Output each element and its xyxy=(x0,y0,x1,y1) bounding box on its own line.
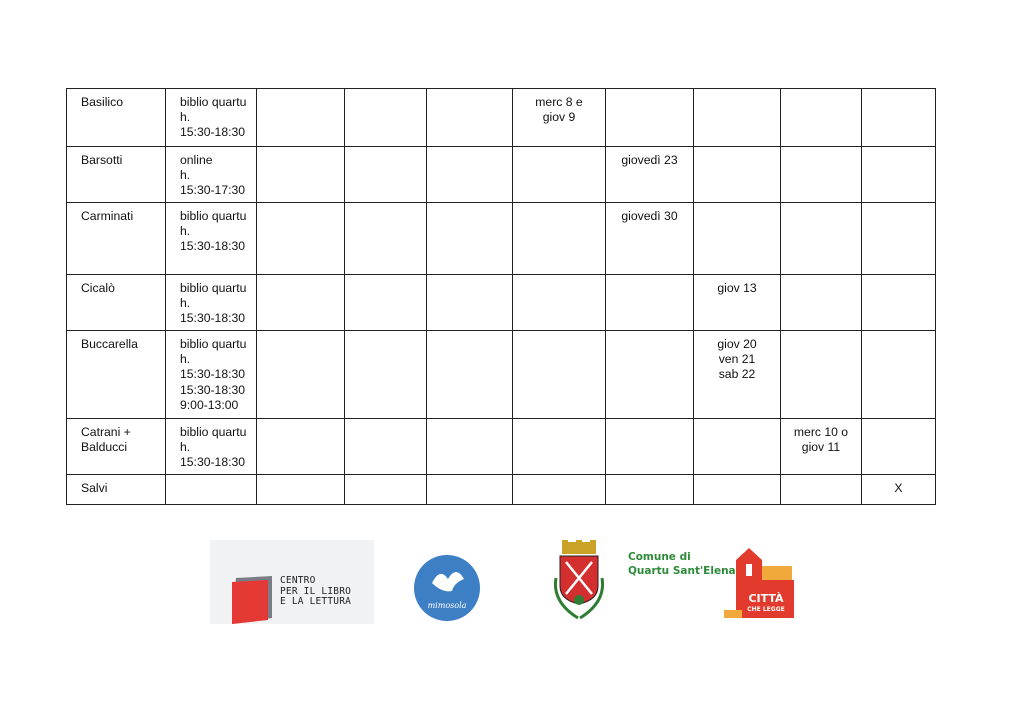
date-cell: merc 10 o giov 11 xyxy=(781,419,862,475)
date-cell xyxy=(427,275,513,331)
date-cell xyxy=(606,475,694,505)
person-name: Carminati xyxy=(67,203,166,275)
date-cell xyxy=(427,89,513,147)
date-cell xyxy=(257,203,345,275)
date-cell xyxy=(694,475,781,505)
comune-crest-icon xyxy=(544,538,616,630)
mimosa-logo xyxy=(412,553,482,623)
date-cell xyxy=(427,203,513,275)
place-time: biblio quartu h. 15:30-18:30 xyxy=(166,419,257,475)
date-cell xyxy=(257,419,345,475)
date-cell xyxy=(606,419,694,475)
date-cell xyxy=(694,89,781,147)
place-time: biblio quartu h. 15:30-18:30 15:30-18:30 9:00-13:00 xyxy=(166,331,257,419)
date-cell xyxy=(694,419,781,475)
citta-line1: CITTÀ xyxy=(748,592,784,605)
sponsor-logos xyxy=(0,530,1024,640)
citta-che-legge-logo xyxy=(722,544,798,624)
date-cell: X xyxy=(862,475,936,505)
table-row xyxy=(67,275,936,331)
date-cell xyxy=(345,275,427,331)
place-time: biblio quartu h. 15:30-18:30 xyxy=(166,275,257,331)
date-cell xyxy=(513,331,606,419)
person-name: Salvi xyxy=(67,475,166,505)
date-cell xyxy=(513,275,606,331)
centro-libro-logo xyxy=(210,540,374,624)
table-row xyxy=(67,89,936,147)
date-cell xyxy=(257,275,345,331)
date-cell: giovedì 30 xyxy=(606,203,694,275)
table-row xyxy=(67,203,936,275)
date-cell xyxy=(345,89,427,147)
date-cell xyxy=(862,331,936,419)
citta-line2: CHE LEGGE xyxy=(747,606,785,613)
table-row xyxy=(67,147,936,203)
person-name: Catrani + Balducci xyxy=(67,419,166,475)
date-cell xyxy=(513,475,606,505)
date-cell xyxy=(513,419,606,475)
schedule-table xyxy=(66,88,936,505)
date-cell xyxy=(606,89,694,147)
place-time: biblio quartu h. 15:30-18:30 xyxy=(166,89,257,147)
place-time: online h. 15:30-17:30 xyxy=(166,147,257,203)
date-cell xyxy=(781,331,862,419)
date-cell xyxy=(257,147,345,203)
date-cell xyxy=(781,275,862,331)
person-name: Basilico xyxy=(67,89,166,147)
date-cell xyxy=(345,147,427,203)
date-cell xyxy=(345,419,427,475)
centro-libro-text: CENTRO PER IL LIBRO E LA LETTURA xyxy=(280,575,352,607)
table-row xyxy=(67,419,936,475)
place-time: biblio quartu h. 15:30-18:30 xyxy=(166,203,257,275)
date-cell xyxy=(694,203,781,275)
date-cell: merc 8 e giov 9 xyxy=(513,89,606,147)
comune-text: Comune di Quartu Sant'Elena xyxy=(628,551,736,577)
date-cell xyxy=(781,475,862,505)
date-cell xyxy=(862,89,936,147)
mimosa-text: mimosola xyxy=(427,601,467,610)
date-cell xyxy=(427,419,513,475)
person-name: Barsotti xyxy=(67,147,166,203)
date-cell xyxy=(513,203,606,275)
date-cell xyxy=(862,419,936,475)
date-cell xyxy=(427,331,513,419)
date-cell xyxy=(781,147,862,203)
date-cell xyxy=(345,331,427,419)
place-time xyxy=(166,475,257,505)
date-cell xyxy=(257,475,345,505)
date-cell xyxy=(427,475,513,505)
date-cell xyxy=(606,331,694,419)
date-cell xyxy=(694,147,781,203)
date-cell xyxy=(781,89,862,147)
date-cell xyxy=(862,203,936,275)
date-cell: giov 20 ven 21 sab 22 xyxy=(694,331,781,419)
date-cell: giovedì 23 xyxy=(606,147,694,203)
person-name: Cicalò xyxy=(67,275,166,331)
date-cell: giov 13 xyxy=(694,275,781,331)
date-cell xyxy=(862,147,936,203)
date-cell xyxy=(257,89,345,147)
date-cell xyxy=(257,331,345,419)
schedule-rows xyxy=(67,89,936,505)
date-cell xyxy=(427,147,513,203)
date-cell xyxy=(606,275,694,331)
date-cell xyxy=(345,203,427,275)
date-cell xyxy=(513,147,606,203)
person-name: Buccarella xyxy=(67,331,166,419)
table-row xyxy=(67,331,936,419)
date-cell xyxy=(862,275,936,331)
table-row xyxy=(67,475,936,505)
date-cell xyxy=(781,203,862,275)
date-cell xyxy=(345,475,427,505)
